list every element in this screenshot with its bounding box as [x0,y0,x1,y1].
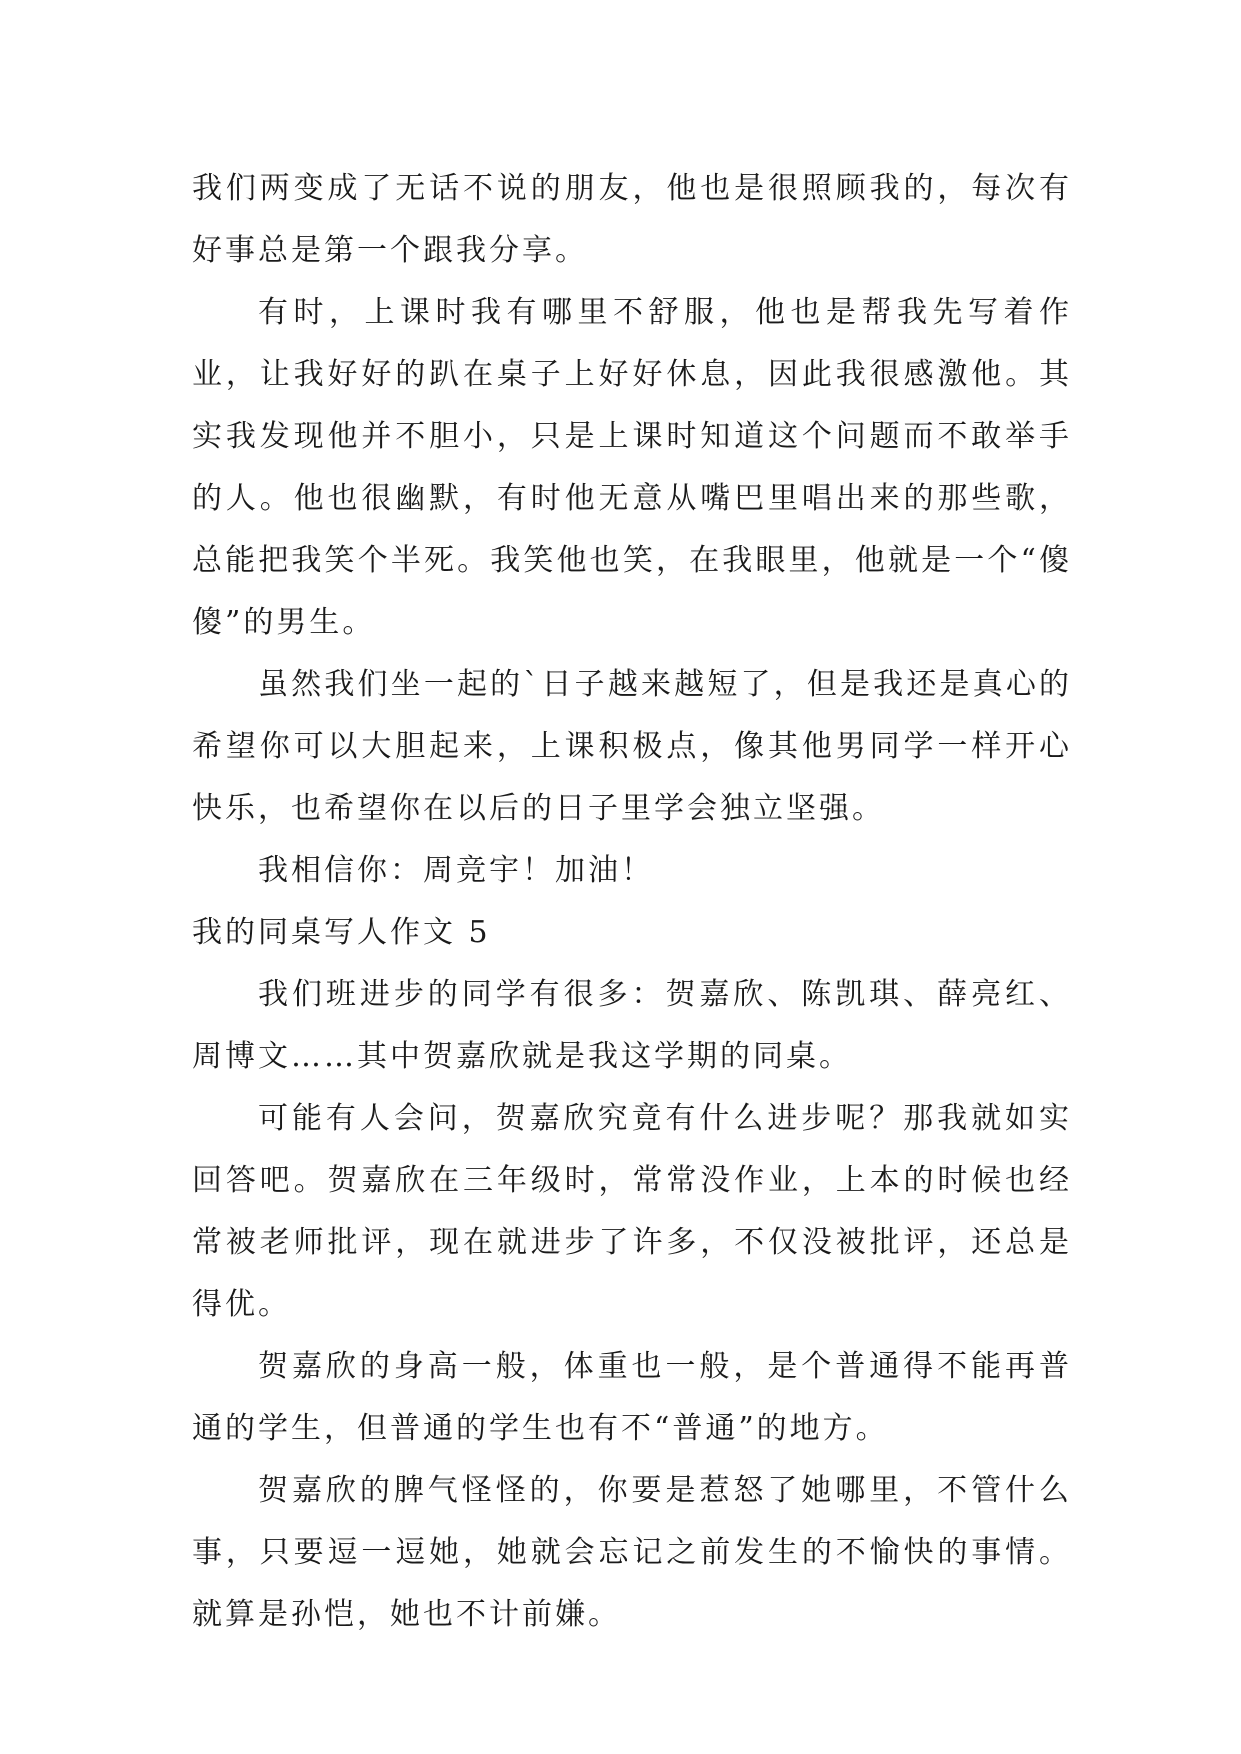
paragraph: 贺嘉欣的脾气怪怪的，你要是惹怒了她哪里，不管什么事，只要逗一逗她，她就会忘记之前发生的不愉快的事情。就算是孙恺，她也不计前嫌。 [192,1473,1072,1632]
paragraph: 有时，上课时我有哪里不舒服，他也是帮我先写着作业，让我好好的趴在桌子上好好休息，因此我很感激他。其实我发现他并不胆小，只是上课时知道这个问题而不敢举手的人。他也很幽默，有时他无意从嘴巴里唱出来的那些歌，总能把我笑个半死。我笑他也笑，在我眼里，他就是一个“傻傻”的男生。 [192,295,1072,640]
section-heading: 我的同桌写人作文 5 [192,915,491,950]
paragraph: 虽然我们坐一起的`日子越来越短了，但是我还是真心的希望你可以大胆起来，上课积极点，像其他男同学一样开心快乐，也希望你在以后的日子里学会独立坚强。 [192,667,1072,826]
document-body [192,158,1072,1646]
paragraph: 贺嘉欣的身高一般，体重也一般，是个普通得不能再普通的学生，但普通的学生也有不“普通”的地方。 [192,1349,1072,1446]
paragraph: 我们两变成了无话不说的朋友，他也是很照顾我的，每次有好事总是第一个跟我分享。 [192,171,1072,268]
paragraph: 我相信你：周竞宇！加油！ [258,853,654,888]
paragraph: 我们班进步的同学有很多：贺嘉欣、陈凯琪、薛亮红、周博文……其中贺嘉欣就是我这学期的同桌。 [192,977,1072,1074]
paragraph: 可能有人会问，贺嘉欣究竟有什么进步呢？那我就如实回答吧。贺嘉欣在三年级时，常常没作业，上本的时候也经常被老师批评，现在就进步了许多，不仅没被批评，还总是得优。 [192,1101,1072,1322]
